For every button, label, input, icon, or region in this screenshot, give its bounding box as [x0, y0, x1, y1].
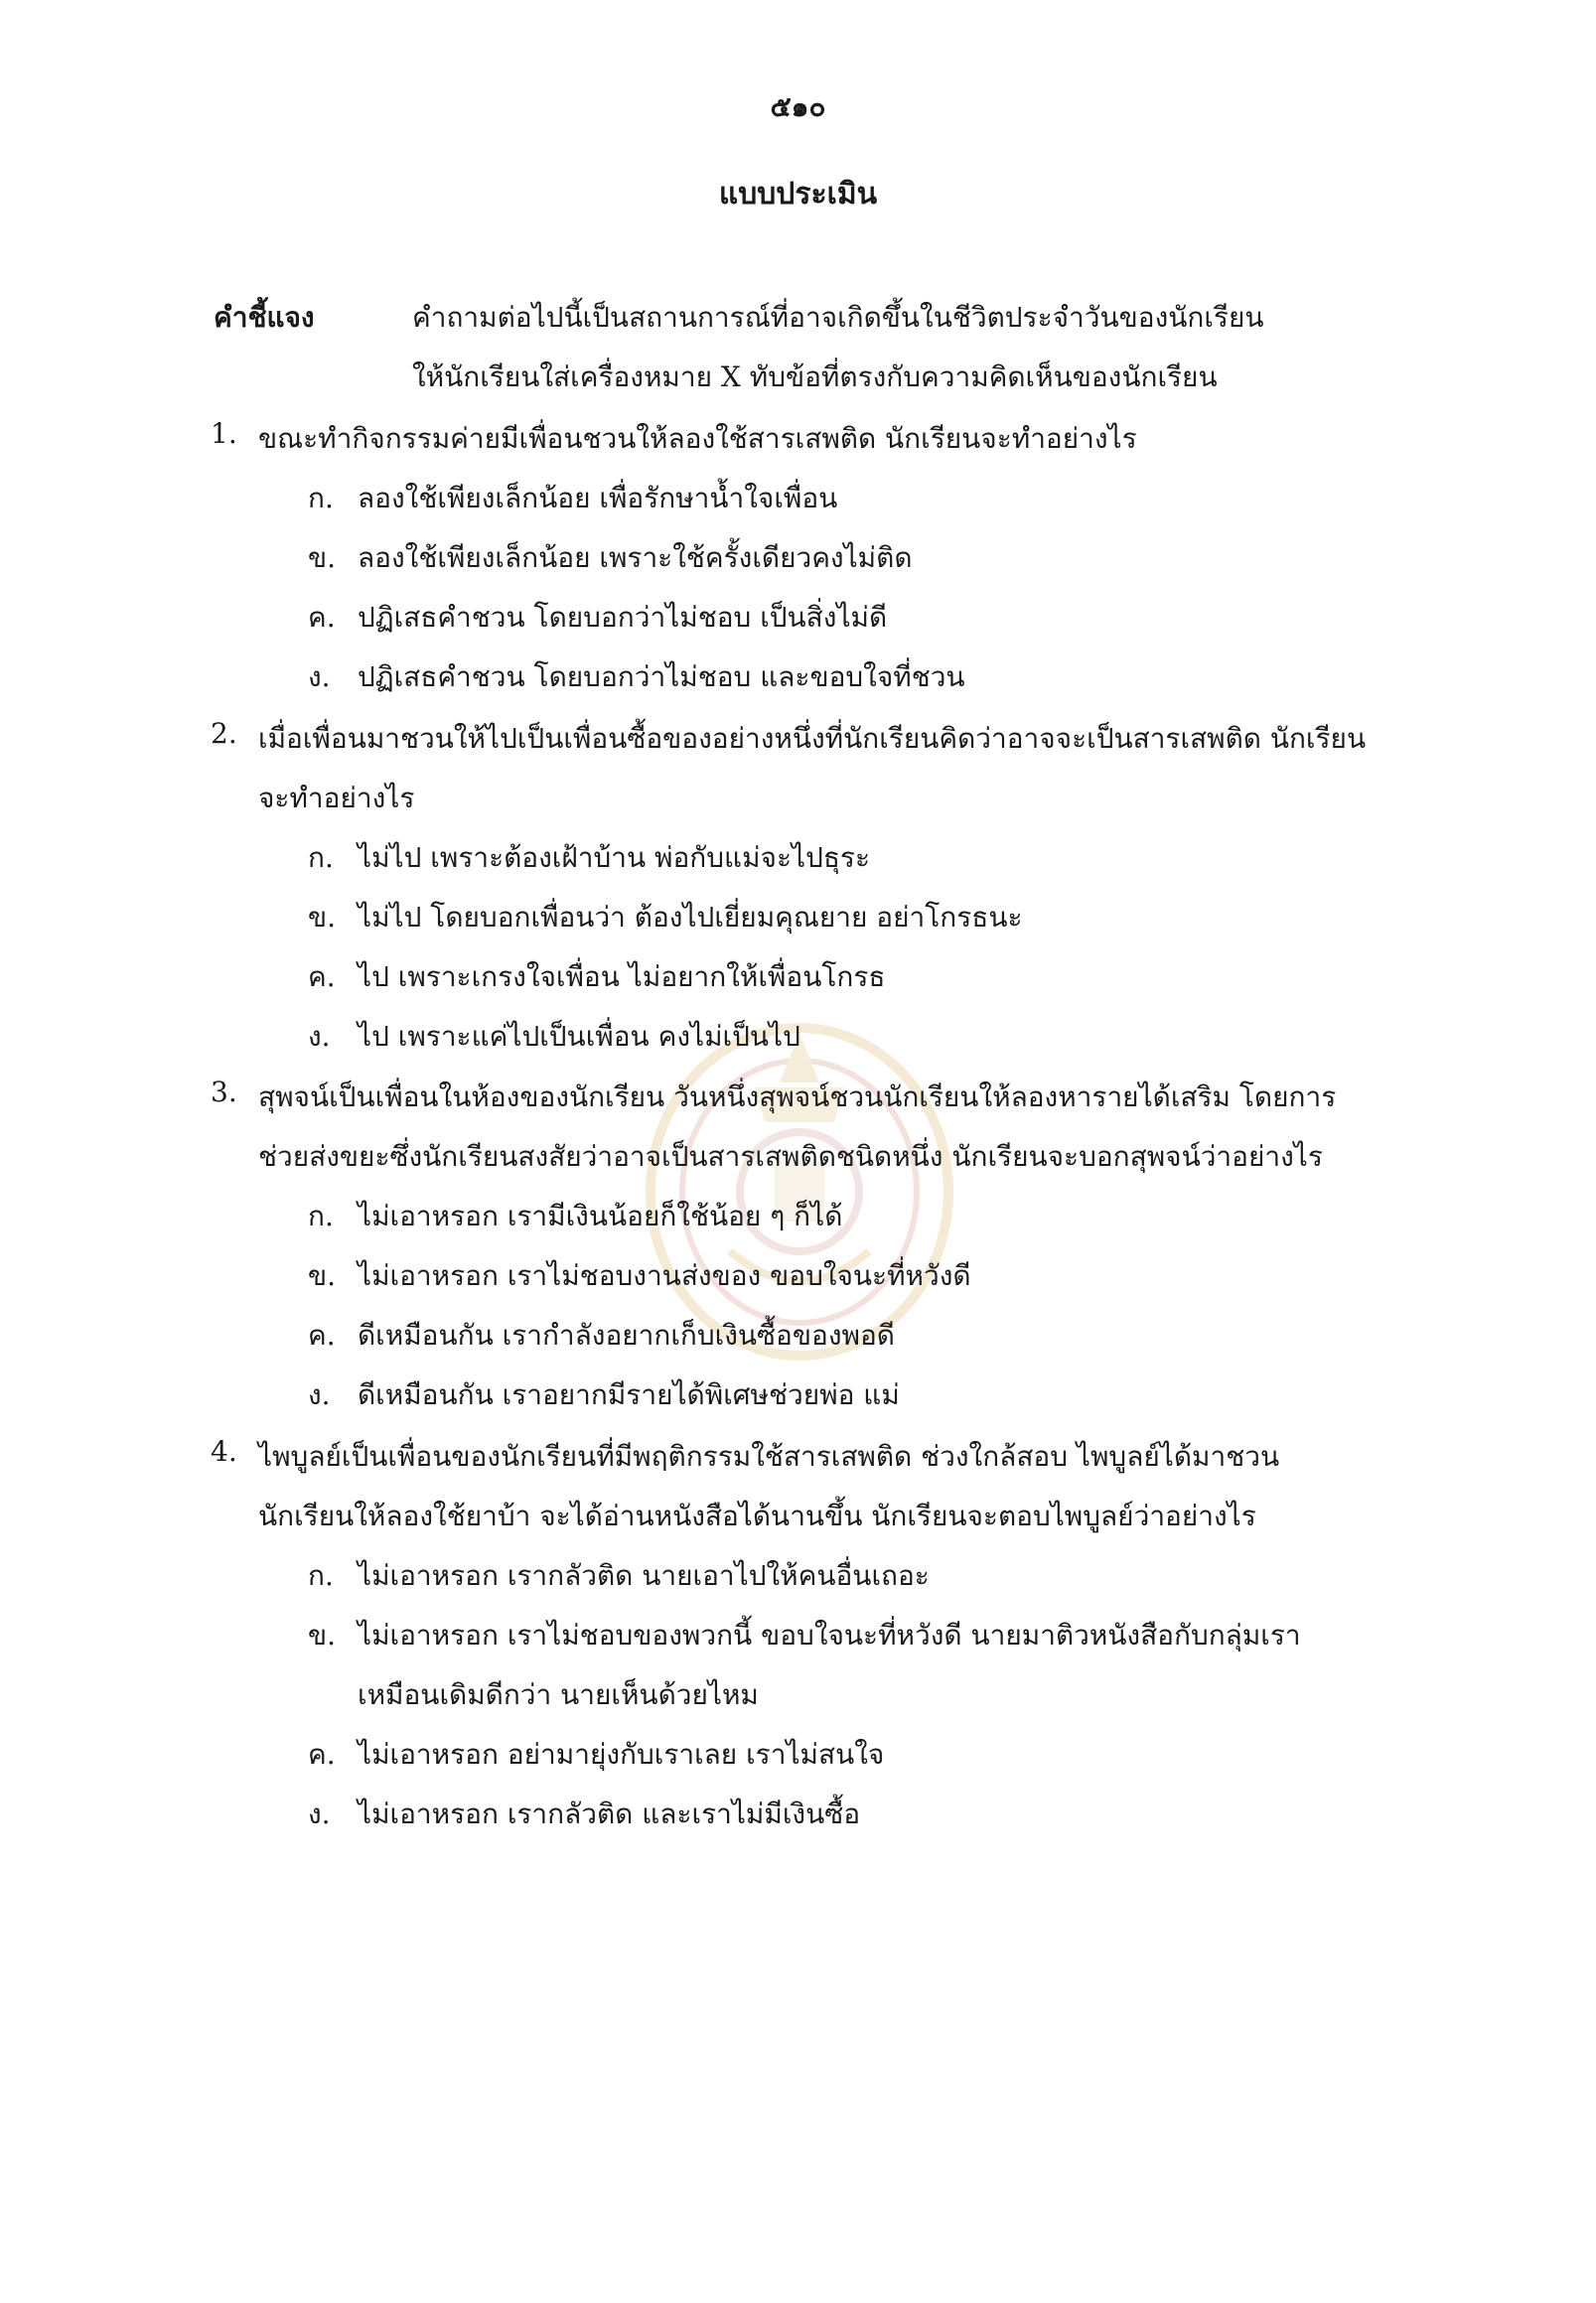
- option-letter: ค.: [308, 601, 336, 634]
- question-text-line: จะทำอย่างไร: [258, 782, 415, 814]
- option-text: ลองใช้เพียงเล็กน้อย เพื่อรักษาน้ำใจเพื่อน: [358, 482, 838, 514]
- question-text-line: ช่วยส่งขยะซึ่งนักเรียนสงสัยว่าอาจเป็นสารเสพติดชนิดหนึ่ง นักเรียนจะบอกสุพจน์ว่าอย่างไร: [258, 1140, 1323, 1173]
- question-text-line: เมื่อเพื่อนมาชวนให้ไปเป็นเพื่อนซื้อของอย่างหนึ่งที่นักเรียนคิดว่าอาจจะเป็นสารเสพติด นักเรียน: [258, 722, 1367, 755]
- option-letter: ง.: [308, 1020, 331, 1053]
- option-text: ไม่ไป เพราะต้องเฝ้าบ้าน พ่อกับแม่จะไปธุระ: [358, 841, 871, 874]
- option-letter: ค.: [308, 1738, 336, 1771]
- option-text: ไม่เอาหรอก อย่ามายุ่งกับเราเลย เราไม่สนใจ: [358, 1738, 885, 1771]
- question-text-line: สุพจน์เป็นเพื่อนในห้องของนักเรียน วันหนึ่งสุพจน์ชวนนักเรียนให้ลองหารายได้เสริม โดยการ: [258, 1080, 1337, 1113]
- instructions-line-2: ให้นักเรียนใส่เครื่องหมาย X ทับข้อที่ตรงกับความคิดเห็นของนักเรียน: [412, 360, 1218, 393]
- option-letter: ง.: [308, 1378, 331, 1411]
- question-number: 3.: [211, 1076, 237, 1108]
- option-text: ลองใช้เพียงเล็กน้อย เพราะใช้ครั้งเดียวคงไม่ติด: [358, 541, 913, 574]
- instructions-line-1: คำถามต่อไปนี้เป็นสถานการณ์ที่อาจเกิดขึ้นในชีวิตประจำวันของนักเรียน: [412, 301, 1264, 334]
- option-letter: ค.: [308, 1319, 336, 1352]
- option-letter: ก.: [308, 482, 334, 514]
- option-text-continued: เหมือนเดิมดีกว่า นายเห็นด้วยไหม: [358, 1678, 759, 1711]
- option-text: ปฏิเสธคำชวน โดยบอกว่าไม่ชอบ และขอบใจที่ชวน: [358, 660, 965, 693]
- question-number: 2.: [211, 717, 237, 750]
- question-text-line: ขณะทำกิจกรรมค่ายมีเพื่อนชวนให้ลองใช้สารเสพติด นักเรียนจะทำอย่างไร: [258, 422, 1137, 455]
- option-text: ไม่เอาหรอก เรากลัวติด และเราไม่มีเงินซื้อ: [358, 1798, 861, 1830]
- option-letter: ข.: [308, 901, 337, 934]
- option-text: ดีเหมือนกัน เรากำลังอยากเก็บเงินซื้อของพอดี: [358, 1319, 895, 1352]
- question-text-line: ไพบูลย์เป็นเพื่อนของนักเรียนที่มีพฤติกรรมใช้สารเสพติด ช่วงใกล้สอบ ไพบูลย์ได้มาชวน: [258, 1440, 1280, 1473]
- option-text: ดีเหมือนกัน เราอยากมีรายได้พิเศษช่วยพ่อ แม่: [358, 1378, 900, 1411]
- question-text-line: นักเรียนให้ลองใช้ยาบ้า จะได้อ่านหนังสือได้นานขึ้น นักเรียนจะตอบไพบูลย์ว่าอย่างไร: [258, 1500, 1256, 1532]
- option-text: ไม่ไป โดยบอกเพื่อนว่า ต้องไปเยี่ยมคุณยาย อย่าโกรธนะ: [358, 901, 1023, 934]
- page-number: ๕๑๐: [770, 90, 826, 123]
- option-letter: ค.: [308, 960, 336, 993]
- option-text: ไป เพราะแค่ไปเป็นเพื่อน คงไม่เป็นไป: [358, 1020, 800, 1053]
- option-letter: ก.: [308, 1559, 334, 1592]
- question-number: 1.: [211, 417, 237, 450]
- question-number: 4.: [211, 1435, 237, 1468]
- option-letter: ข.: [308, 1619, 337, 1652]
- option-text: ปฏิเสธคำชวน โดยบอกว่าไม่ชอบ เป็นสิ่งไม่ดี: [358, 601, 888, 634]
- option-text: ไม่เอาหรอก เรากลัวติด นายเอาไปให้คนอื่นเถอะ: [358, 1559, 930, 1592]
- instructions-label: คำชี้แจง: [214, 301, 315, 334]
- option-letter: ข.: [308, 541, 337, 574]
- option-text: ไป เพราะเกรงใจเพื่อน ไม่อยากให้เพื่อนโกรธ: [358, 960, 886, 993]
- option-letter: ก.: [308, 841, 334, 874]
- option-letter: ก.: [308, 1200, 334, 1232]
- option-text: ไม่เอาหรอก เราไม่ชอบของพวกนี้ ขอบใจนะที่หวังดี นายมาติวหนังสือกับกลุ่มเรา: [358, 1619, 1301, 1652]
- option-letter: ข.: [308, 1259, 337, 1292]
- option-letter: ง.: [308, 1798, 331, 1830]
- option-text: ไม่เอาหรอก เราไม่ชอบงานส่งของ ขอบใจนะที่หวังดี: [358, 1259, 971, 1292]
- page-title: แบบประเมิน: [718, 177, 878, 212]
- option-letter: ง.: [308, 660, 331, 693]
- option-text: ไม่เอาหรอก เรามีเงินน้อยก็ใช้น้อย ๆ ก็ได้: [358, 1200, 843, 1232]
